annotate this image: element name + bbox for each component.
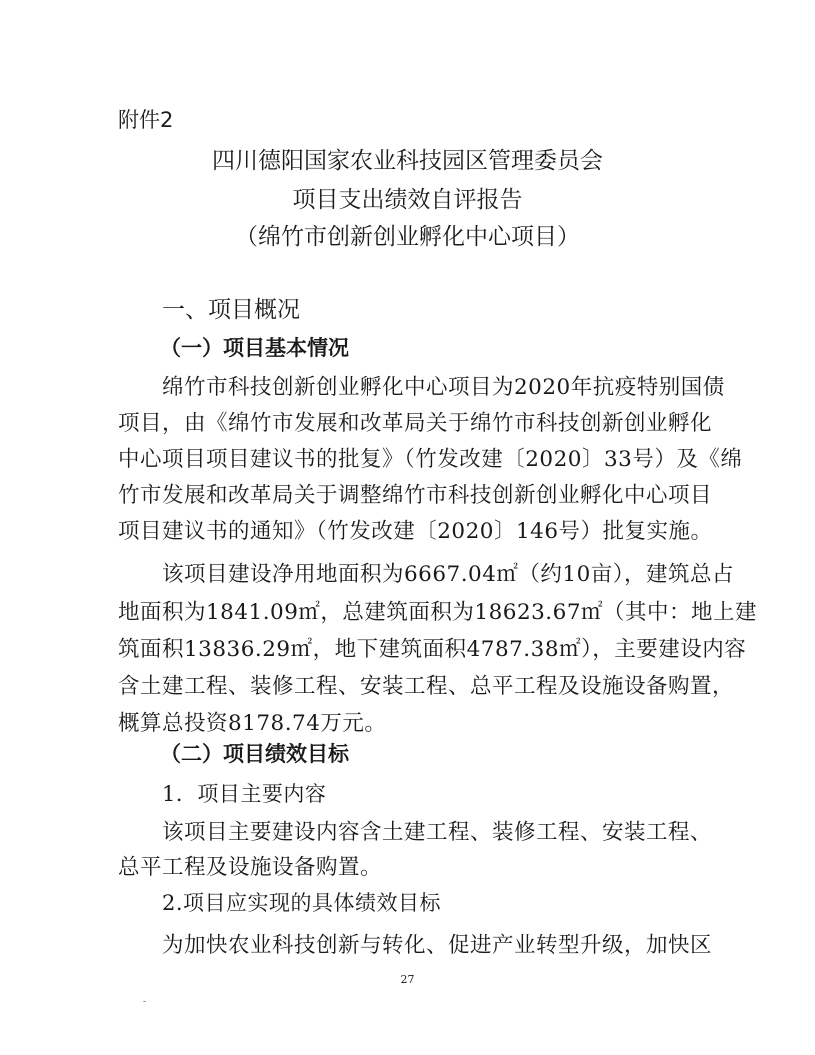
body-line: 中心项目项目建议书的批复》（竹发改建〔2020〕33号）及《绵 xyxy=(118,447,743,472)
list-item-performance-targets: 2.项目应实现的具体绩效目标 xyxy=(162,891,442,915)
footer-mark: - xyxy=(143,997,147,1007)
attachment-label: 附件2 xyxy=(118,108,174,132)
list-item-main-content: 1．项目主要内容 xyxy=(162,782,327,806)
page-number: 27 xyxy=(400,973,415,986)
body-line: 绵竹市科技创新创业孵化中心项目为2020年抗疫特别国债 xyxy=(162,375,725,400)
body-line: 筑面积13836.29㎡，地下建筑面积4787.38㎡），主要建设内容 xyxy=(118,637,747,662)
section-heading-overview: 一、项目概况 xyxy=(162,297,300,323)
subsection-heading-targets: （二）项目绩效目标 xyxy=(160,741,349,766)
subsection-heading-basic: （一）项目基本情况 xyxy=(160,335,349,360)
report-title-main: 项目支出绩效自评报告 xyxy=(292,187,523,213)
report-title-org: 四川德阳国家农业科技园区管理委员会 xyxy=(212,148,603,174)
body-line: 项目，由《绵竹市发展和改革局关于绵竹市科技创新创业孵化 xyxy=(118,411,713,436)
body-line: 总平工程及设施设备购置。 xyxy=(118,855,383,880)
body-line: 为加快农业科技创新与转化、促进产业转型升级，加快区 xyxy=(162,933,713,958)
body-line: 概算总投资8178.74万元。 xyxy=(118,711,387,736)
body-line: 该项目主要建设内容含土建工程、装修工程、安装工程、 xyxy=(162,820,713,845)
body-line: 竹市发展和改革局关于调整绵竹市科技创新创业孵化中心项目 xyxy=(118,483,713,508)
body-line: 地面积为1841.09㎡，总建筑面积为18623.67㎡（其中：地上建 xyxy=(118,600,757,625)
body-line: 项目建议书的通知》（竹发改建〔2020〕146号）批复实施。 xyxy=(118,519,713,544)
body-line: 该项目建设净用地面积为6667.04㎡（约10亩），建筑总占 xyxy=(162,562,735,587)
report-title-project: （绵竹市创新创业孵化中心项目） xyxy=(235,224,580,250)
body-line: 含土建工程、装修工程、安装工程、总平工程及设施设备购置， xyxy=(118,674,735,699)
